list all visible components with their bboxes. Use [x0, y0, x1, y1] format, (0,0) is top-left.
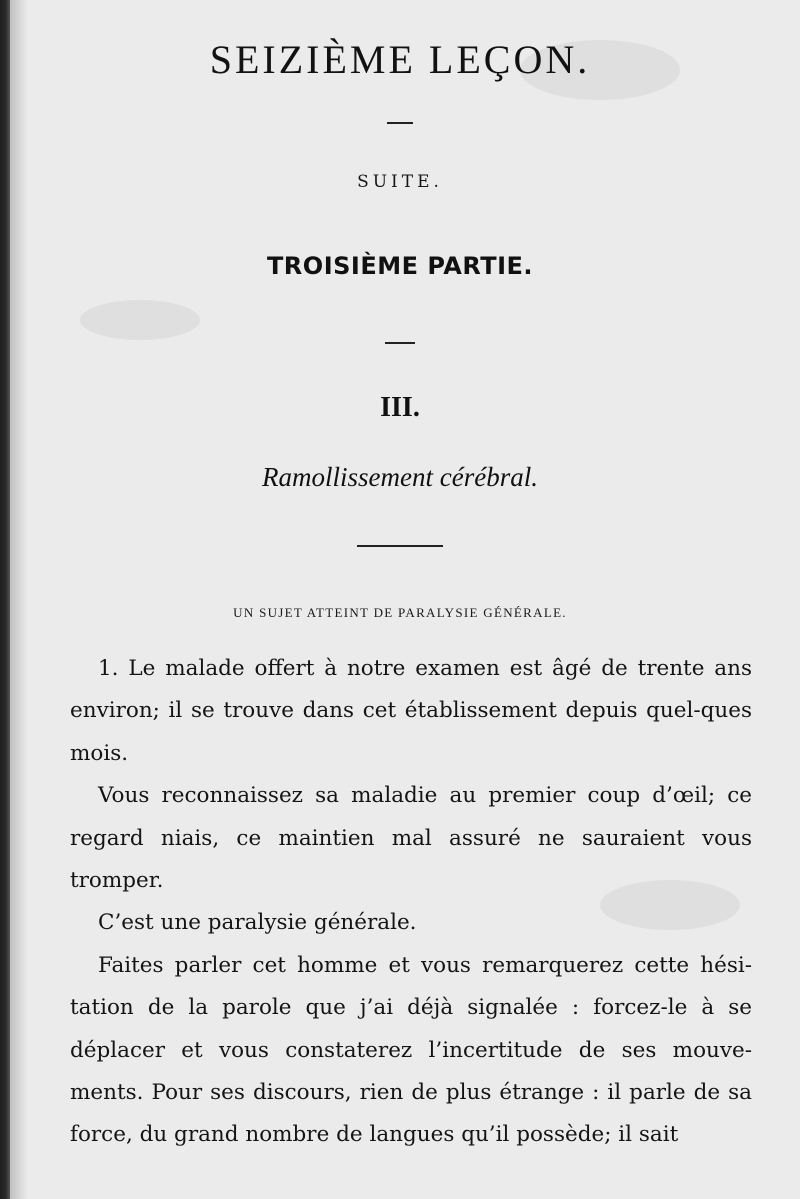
- section-subject: Ramollissement cérébral.: [262, 462, 538, 492]
- paragraph: Vous reconnaissez sa maladie au premier coup d’œil; ce regard niais, ce maintien mal assuré ne sauraient vous tromper.: [70, 783, 752, 894]
- section-number: III.: [380, 392, 420, 423]
- paragraph: 1. Le malade offert à notre examen est âgé de trente ans environ; il se trouve dans cet établissement depuis quel-ques mois.: [70, 656, 752, 766]
- body-text: [70, 648, 752, 1157]
- part-title: TROISIÈME PARTIE.: [266, 252, 534, 280]
- suite-label: SUITE.: [357, 172, 443, 192]
- part-divider: [385, 342, 415, 344]
- paragraph: C’est une paralysie générale.: [98, 910, 417, 936]
- paper-stain: [80, 300, 200, 340]
- lesson-title: SEIZIÈME LEÇON.: [209, 37, 591, 82]
- paragraph: Faites parler cet homme et vous remarquerez cette hési-tation de la parole que j’ai déjà signalée : forcez-le à se déplacer et vous constaterez l’incertitude de ses mouve-ments. Pour ses discours, rien de plus étrange : il parle de sa force, du grand nombre de langues qu’il possède; il sait: [70, 952, 752, 1148]
- case-heading: UN SUJET ATTEINT DE PARALYSIE GÉNÉRALE.: [233, 605, 567, 620]
- section-divider: [357, 545, 443, 547]
- title-divider: [387, 122, 413, 124]
